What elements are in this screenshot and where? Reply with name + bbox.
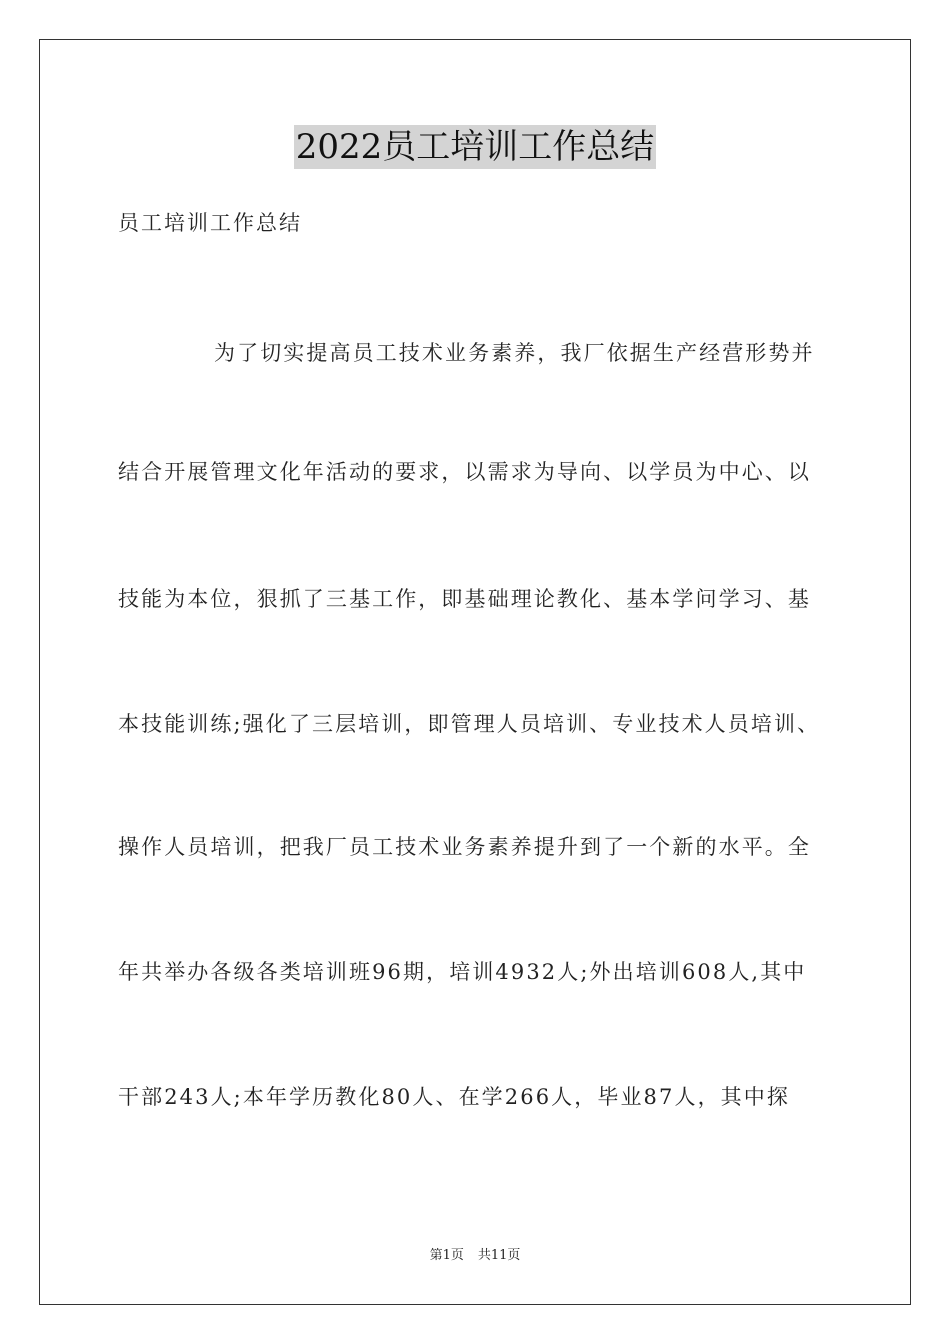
paragraph-line-2: 结合开展管理文化年活动的要求，以需求为导向、以学员为中心、以 [118, 460, 811, 484]
paragraph-line-4: 本技能训练;强化了三层培训，即管理人员培训、专业技术人员培训、 [118, 712, 821, 736]
page-total: 共11页 [477, 1248, 521, 1263]
page-footer [0, 1247, 950, 1265]
title-container [0, 125, 950, 169]
page-number: 第1页 [429, 1248, 464, 1263]
document-subtitle: 员工培训工作总结 [118, 211, 302, 235]
paragraph-line-5: 操作人员培训，把我厂员工技术业务素养提升到了一个新的水平。全 [118, 835, 811, 859]
paragraph-line-7: 干部243人;本年学历教化80人、在学266人，毕业87人，其中探 [118, 1085, 790, 1109]
paragraph-line-3: 技能为本位，狠抓了三基工作，即基础理论教化、基本学问学习、基 [118, 587, 811, 611]
paragraph-line-6: 年共举办各级各类培训班96期，培训4932人;外出培训608人,其中 [118, 960, 807, 984]
document-title: 2022员工培训工作总结 [295, 127, 655, 167]
paragraph-line-1: 为了切实提高员工技术业务素养，我厂依据生产经营形势并 [214, 341, 815, 365]
